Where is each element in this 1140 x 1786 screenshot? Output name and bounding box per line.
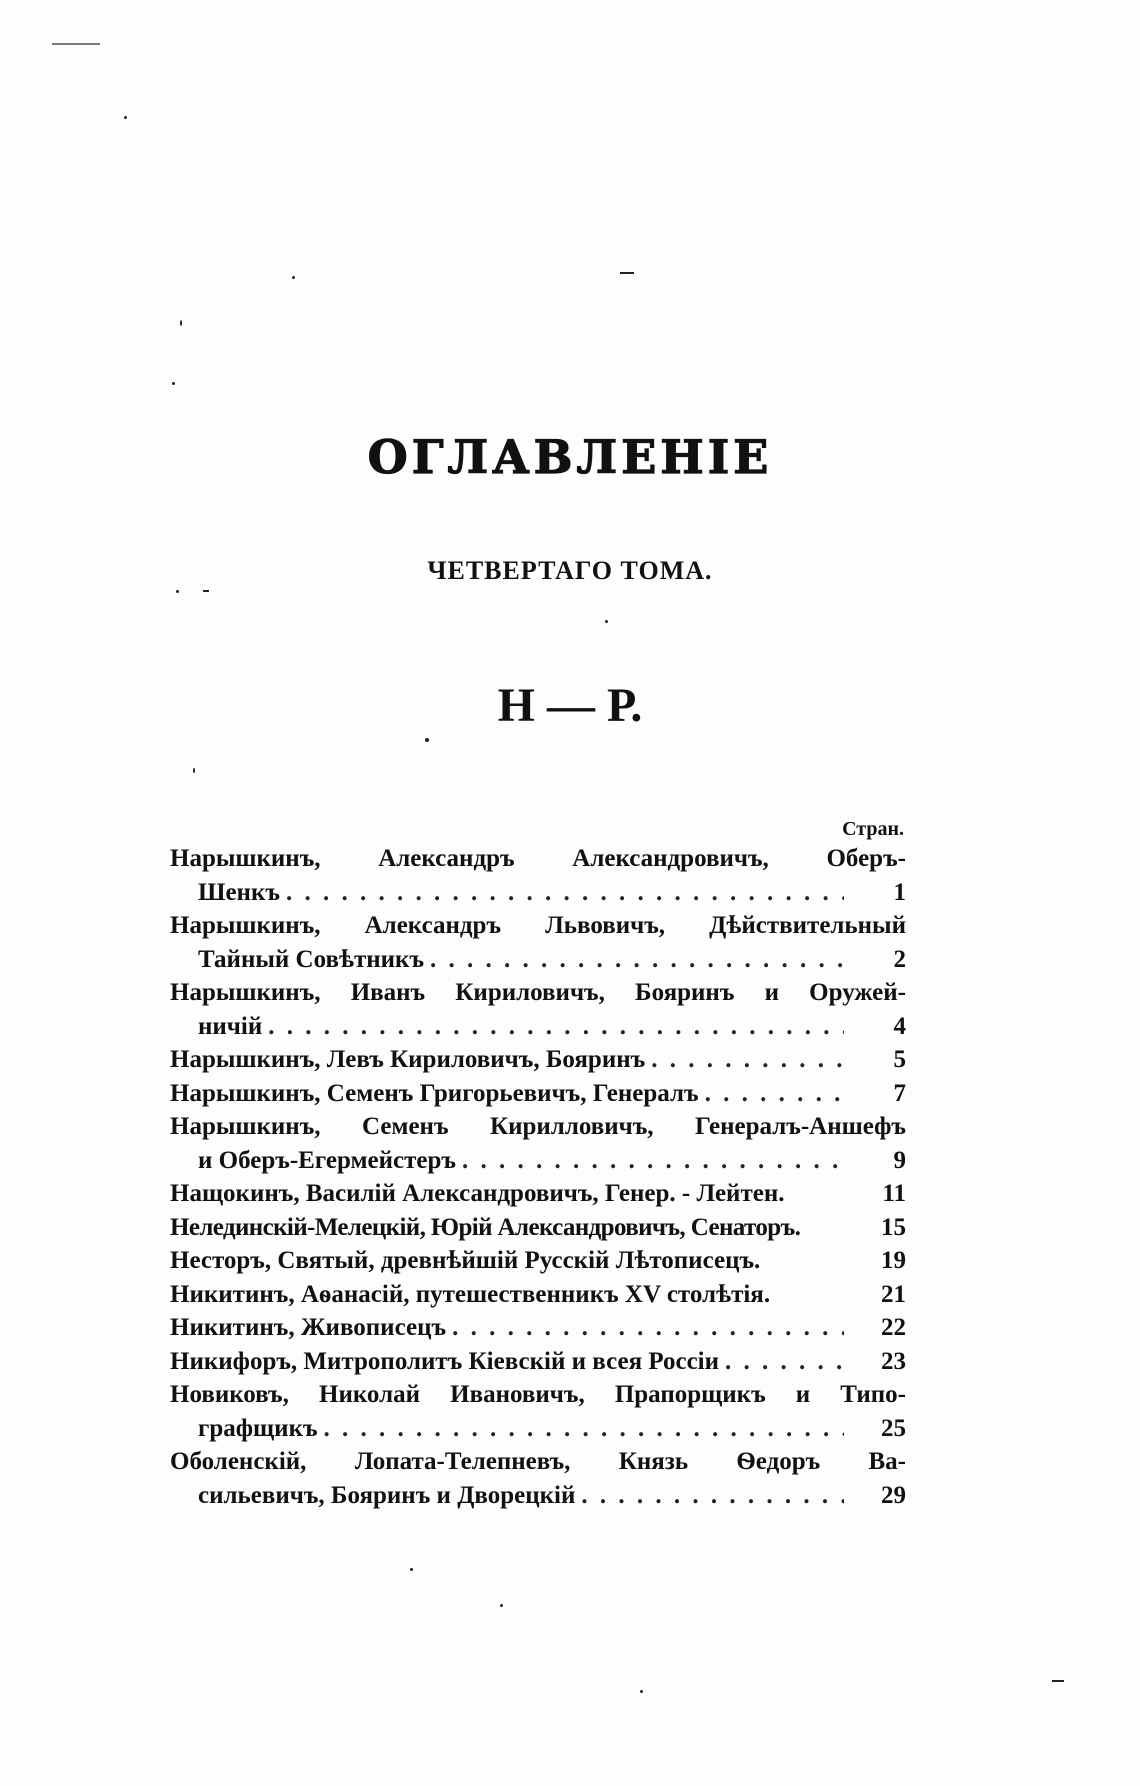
entry-page: 4 [893,1012,906,1040]
entry-page: 1 [893,878,906,906]
leader-dots [705,1077,844,1111]
leader-dots [581,1479,844,1513]
entry-page: 29 [881,1481,906,1509]
toc-entry[interactable] [170,1077,906,1111]
leader-dots [651,1043,844,1077]
entry-text: Нарышкинъ, Семенъ Григорьевичъ, Генералъ [170,1079,699,1107]
entry-page: 11 [882,1180,906,1207]
volume-subtitle: ЧЕТВЕРТАГО ТОМА. [427,556,713,585]
entry-text-cont: Шенкъ [198,878,280,906]
entry-text: Нащокинъ, Василiй Александровичъ, Генер. - Лейтен. [170,1180,785,1207]
leader-dots [324,1412,844,1446]
toc-entry[interactable] [170,842,906,909]
entry-page: 25 [881,1414,906,1442]
entry-page: 9 [893,1146,906,1174]
entry-text: Нарышкинъ, Александръ Львовичъ, Дѣйствительный [170,912,906,939]
entry-page: 21 [881,1280,906,1308]
entry-page: 22 [881,1314,906,1341]
entry-text: Новиковъ, Николай Ивановичъ, Прапорщикъ и Типо- [170,1381,906,1408]
toc-entry[interactable] [170,1278,906,1312]
toc-entry[interactable] [170,1110,906,1177]
entry-text-cont: графщикъ [198,1414,318,1442]
toc-entry[interactable] [170,1244,906,1278]
entry-text: Несторъ, Святый, древнѣйшiй Русскiй Лѣтописецъ. [170,1247,761,1274]
entry-page: 15 [881,1213,906,1241]
entry-text: Никитинъ, Живописецъ [170,1314,447,1341]
toc-entry[interactable] [170,1378,906,1445]
entry-page: 2 [893,945,906,973]
toc-entry[interactable] [170,976,906,1043]
entry-page: 19 [881,1247,906,1274]
page-column-header: Стран. [842,818,904,840]
toc-entry[interactable] [170,1043,906,1077]
leader-dots [452,1311,844,1345]
toc-entry[interactable] [170,1211,906,1245]
entry-text: Нарышкинъ, Иванъ Кириловичъ, Бояринъ и Оружей- [170,979,906,1006]
leader-dots [462,1144,844,1178]
entry-page: 23 [881,1347,906,1375]
toc-entry[interactable] [170,1177,906,1211]
leader-dots [286,876,844,910]
entry-text-cont: сильевичъ, Бояринъ и Дворецкiй [198,1481,576,1509]
leader-dots [268,1010,844,1044]
entry-text: Никитинъ, Аѳанасiй, путешественникъ XV столѣтiя. [170,1280,771,1308]
entry-page: 5 [893,1046,906,1073]
page-title: ОГЛАВЛЕНIЕ [367,430,773,484]
toc-entry[interactable] [170,909,906,976]
entry-text-cont: ничiй [198,1012,263,1040]
section-heading: Н — Р. [497,679,643,732]
entry-page: 7 [893,1079,906,1107]
toc-entry[interactable] [170,1445,906,1512]
toc-entry[interactable] [170,1345,906,1379]
entry-text: Нарышкинъ, Левъ Кириловичъ, Бояринъ [170,1046,646,1073]
entry-text: Оболенскiй, Лопата-Телепневъ, Князь Ѳедоръ Ва- [170,1448,906,1475]
entry-text: Нарышкинъ, Александръ Александровичъ, Оберъ- [170,845,906,872]
entry-text: Никифоръ, Митрополитъ Кiевскiй и всея Россiи [170,1347,720,1375]
entry-text-cont: и Оберъ-Егермейстеръ [198,1146,456,1174]
leader-dots [430,943,844,977]
leader-dots [725,1345,844,1379]
entry-text: Нарышкинъ, Семенъ Кирилловичъ, Генералъ-Аншефъ [170,1113,906,1140]
entry-text: Нелединскiй-Мелецкiй, Юрiй Александровичъ, Сенаторъ. [170,1213,801,1241]
toc-entry[interactable] [170,1311,906,1345]
table-of-contents [170,842,906,1512]
entry-text-cont: Тайный Совѣтникъ [198,945,425,973]
